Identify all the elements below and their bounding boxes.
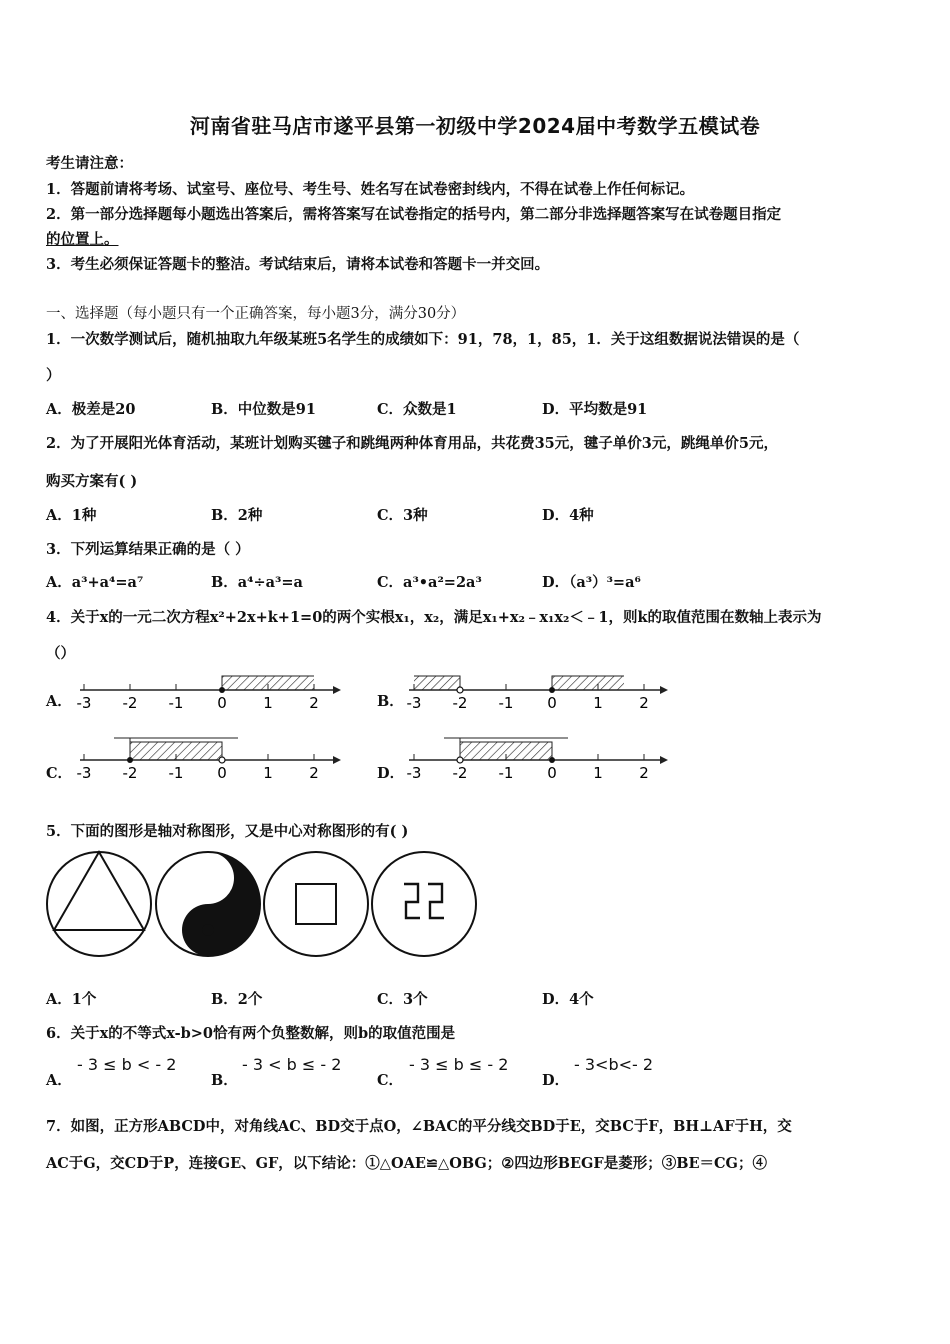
q1-option-b: B．中位数是91: [211, 401, 316, 418]
q4-option-b-label: B．: [377, 693, 404, 710]
q5-option-a: A．1个: [46, 991, 97, 1008]
q1-stem-b: ）: [46, 367, 61, 384]
q7-line-2: AC于G，交CD于P，连接GE、GF，以下结论：①△OAE≌△OBG；②四边形BEGF是菱形；③BE＝CG；④: [46, 1155, 767, 1172]
q2-option-a: A．1种: [46, 507, 97, 524]
q4-number-line-b: [407, 676, 668, 712]
q4-number-line-c: [77, 738, 341, 782]
q4-c-tick-1: 1: [263, 764, 273, 782]
q6-option-c-expr: - 3 ≤ b ≤ - 2: [409, 1055, 509, 1074]
notice-item-2-a: 2．第一部分选择题每小题选出答案后，需将答案写在试卷指定的括号内，第二部分非选择题答案写在试卷题目指定: [46, 206, 782, 223]
q5-option-b: B．2个: [211, 991, 263, 1008]
q4-number-line-a: [77, 676, 341, 712]
q4-b-tick-0: 0: [547, 694, 557, 712]
q2-stem-b: 购买方案有( ): [46, 473, 138, 490]
q4-d-tick-neg3: -3: [406, 764, 422, 782]
q3-option-d-label: D．: [542, 574, 570, 591]
q5-option-c: C．3个: [377, 991, 428, 1008]
q4-d-tick-0: 0: [547, 764, 557, 782]
q6-option-c-label: C．: [377, 1072, 404, 1089]
q6-option-b-expr: - 3 < b ≤ - 2: [242, 1055, 342, 1074]
q4-stem-b: （）: [46, 645, 75, 662]
q1-option-d: D．平均数是91: [542, 401, 648, 418]
q5-figure-square-in-circle: [264, 852, 368, 956]
q3-option-c-expr: a³•a²=2a³: [403, 574, 482, 591]
q3-option-b-expr: a⁴÷a³=a: [237, 574, 303, 591]
q4-a-tick-2: 2: [309, 694, 319, 712]
notice-item-3: 3．考生必须保证答题卡的整洁。考试结束后，请将本试卷和答题卡一并交回。: [46, 256, 550, 273]
q4-d-tick-neg1: -1: [498, 764, 514, 782]
q4-option-a-label: A．: [46, 693, 72, 710]
q4-a-tick-neg3: -3: [76, 694, 92, 712]
q2-stem-a: 2．为了开展阳光体育活动，某班计划购买毽子和跳绳两种体育用品，共花费35元，毽子单价3元，跳绳单价5元，: [46, 435, 778, 452]
q4-d-tick-2: 2: [639, 764, 649, 782]
q5-figure-yin-yang: [156, 852, 260, 956]
exam-title: 河南省驻马店市遂平县第一初级中学2024届中考数学五模试卷: [189, 114, 761, 138]
q7-line-1: 7．如图，正方形ABCD中，对角线AC、BD交于点O，∠BAC的平分线交BD于E，交BC于F，BH⊥AF于H，交: [46, 1118, 792, 1135]
q4-c-tick-neg1: -1: [168, 764, 184, 782]
q6-option-d-label: D．: [542, 1072, 570, 1089]
q4-a-tick-neg2: -2: [122, 694, 138, 712]
notice-heading: 考生请注意：: [46, 155, 133, 172]
q4-c-tick-0: 0: [217, 764, 227, 782]
notice-item-2-b: 的位置上。: [46, 231, 119, 248]
q5-figure-triangle-in-circle: [47, 852, 151, 956]
q4-b-tick-neg1: -1: [498, 694, 514, 712]
q4-option-d-label: D．: [377, 765, 405, 782]
q3-stem: 3．下列运算结果正确的是（ ）: [46, 541, 250, 558]
q2-option-c: C．3种: [377, 507, 428, 524]
q4-a-tick-neg1: -1: [168, 694, 184, 712]
q4-number-line-d: [407, 738, 668, 782]
q4-d-tick-neg2: -2: [452, 764, 468, 782]
q4-c-tick-2: 2: [309, 764, 319, 782]
q4-d-tick-1: 1: [593, 764, 603, 782]
q6-option-a-expr: - 3 ≤ b < - 2: [77, 1055, 177, 1074]
q4-c-tick-neg2: -2: [122, 764, 138, 782]
q4-b-tick-neg3: -3: [406, 694, 422, 712]
q1-option-c: C．众数是1: [377, 401, 457, 418]
q3-option-b-label: B．: [211, 574, 238, 591]
q3-option-d-expr: （a³）³=a⁶: [569, 574, 641, 591]
q4-option-c-label: C．: [46, 765, 73, 782]
q1-option-a: A．极差是20: [46, 401, 136, 418]
q6-option-b-label: B．: [211, 1072, 238, 1089]
q5-stem: 5．下面的图形是轴对称图形，又是中心对称图形的有( ): [46, 823, 409, 840]
q6-option-a-label: A．: [46, 1072, 72, 1089]
q3-option-a-label: A．: [46, 574, 72, 591]
q3-option-c-label: C．: [377, 574, 404, 591]
q4-stem-a: 4．关于x的一元二次方程x²+2x+k+1=0的两个实根x₁，x₂，满足x₁+x₂﹣x₁x₂＜﹣1，则k的取值范围在数轴上表示为: [46, 609, 822, 626]
section-heading: 一、选择题（每小题只有一个正确答案，每小题3分，满分30分）: [46, 306, 466, 322]
q6-stem: 6．关于x的不等式x-b>0恰有两个负整数解，则b的取值范围是: [46, 1025, 456, 1042]
q2-option-d: D．4种: [542, 507, 594, 524]
q4-a-tick-1: 1: [263, 694, 273, 712]
q4-b-tick-neg2: -2: [452, 694, 468, 712]
notice-item-1: 1．答题前请将考场、试室号、座位号、考生号、姓名写在试卷密封线内，不得在试卷上作任何标记。: [46, 181, 695, 198]
q5-option-d: D．4个: [542, 991, 594, 1008]
q5-figure-pattern-in-circle: [372, 852, 476, 956]
q2-option-b: B．2种: [211, 507, 263, 524]
q4-c-tick-neg3: -3: [76, 764, 92, 782]
q4-b-tick-2: 2: [639, 694, 649, 712]
q6-option-d-expr: - 3<b<- 2: [574, 1055, 654, 1074]
q4-a-tick-0: 0: [217, 694, 227, 712]
q3-option-a-expr: a³+a⁴=a⁷: [71, 574, 144, 591]
q4-b-tick-1: 1: [593, 694, 603, 712]
q1-stem-a: 1．一次数学测试后，随机抽取九年级某班5名学生的成绩如下：91，78，1，85，1．关于这组数据说法错误的是（: [46, 331, 800, 348]
